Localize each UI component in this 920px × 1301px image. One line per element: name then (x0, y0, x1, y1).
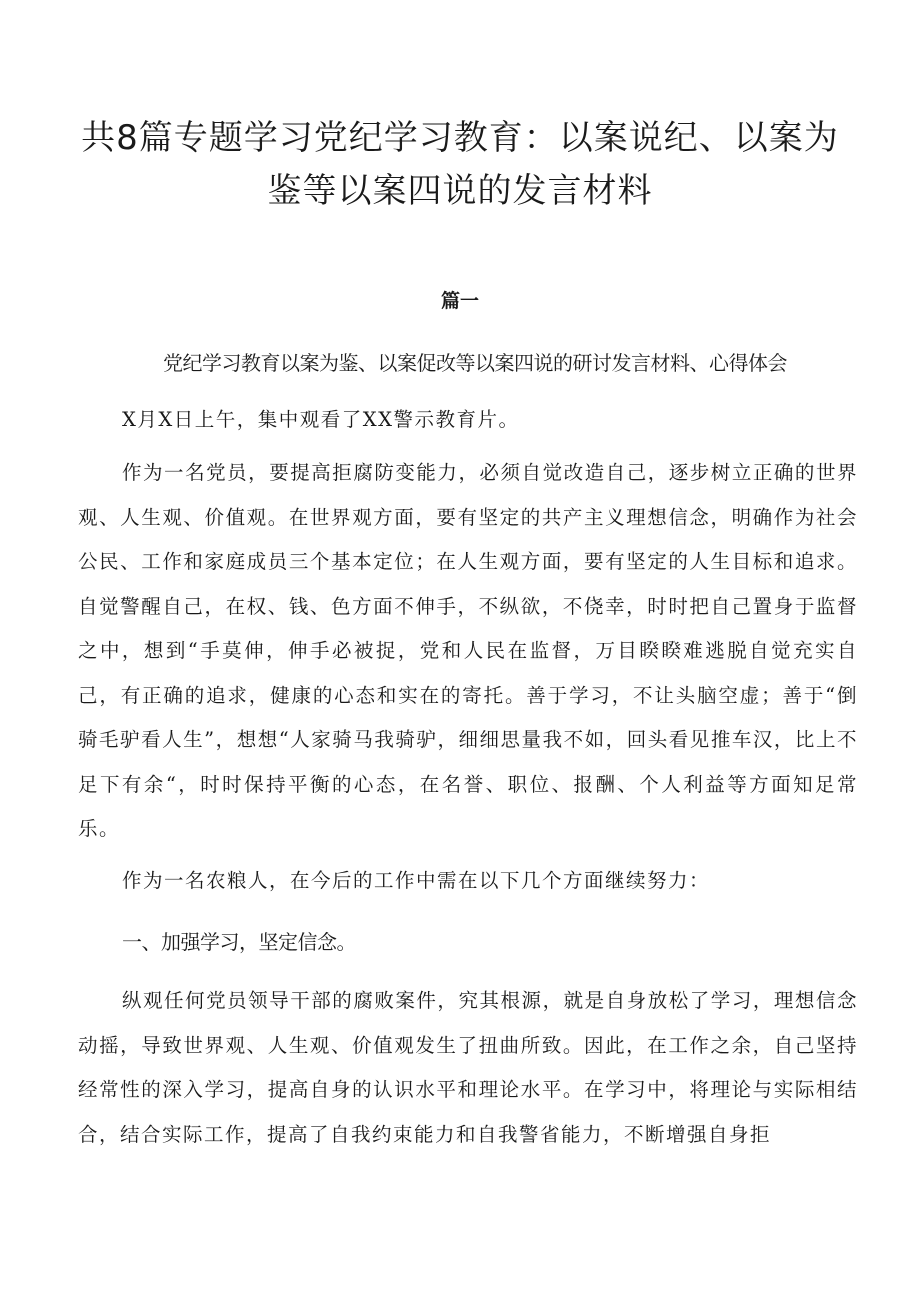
paragraph-date: X月X日上午，集中观看了XX警示教育片。 (122, 408, 520, 431)
paragraph-body-2: 作为一名农粮人，在今后的工作中需在以下几个方面继续努力： (122, 869, 711, 892)
document-title-line-2: 鉴等以案四说的发言材料 (267, 171, 653, 211)
document-title-line-1: 共8篇专题学习党纪学习教育：以案说纪、以案为 (81, 118, 839, 158)
paragraph-body-3: 纵观任何党员领导干部的腐败案件，究其根源，就是自身放松了学习，理想信念动摇，导致世界观、人生观、价值观发生了扭曲所致。因此，在工作之余，自己坚持经常性的深入学习，提高自身的认识水平和理论水平。在学习中，将理论与实际相结合，结合实际工作，提高了自我约束能力和自我警省能力，不断增强自身拒 (78, 989, 858, 1146)
section-heading-1: 一、加强学习，坚定信念。 (122, 930, 356, 954)
article-subtitle: 党纪学习教育以案为鉴、以案促改等以案四说的研讨发言材料、心得体会 (163, 351, 787, 375)
section-label: 篇一 (440, 290, 479, 312)
paragraph-body-1: 作为一名党员，要提高拒腐防变能力，必须自觉改造自己，逐步树立正确的世界观、人生观、价值观。在世界观方面，要有坚定的共产主义理想信念，明确作为社会公民、工作和家庭成员三个基本定位；在人生观方面，要有坚定的人生目标和追求。自觉警醒自己，在权、钱、色方面不伸手，不纵欲，不侥幸，时时把自己置身于监督之中，想到“手莫伸，伸手必被捉，党和人民在监督，万目睽睽难逃脱自觉充实自己，有正确的追求，健康的心态和实在的寄托。善于学习，不让头脑空虚；善于“倒骑毛驴看人生”，想想“人家骑马我骑驴，细细思量我不如，回头看见推车汉，比上不足下有余“，时时保持平衡的心态，在名誉、职位、报酬、个人利益等方面知足常乐。 (78, 461, 858, 840)
document-title (60, 112, 860, 218)
